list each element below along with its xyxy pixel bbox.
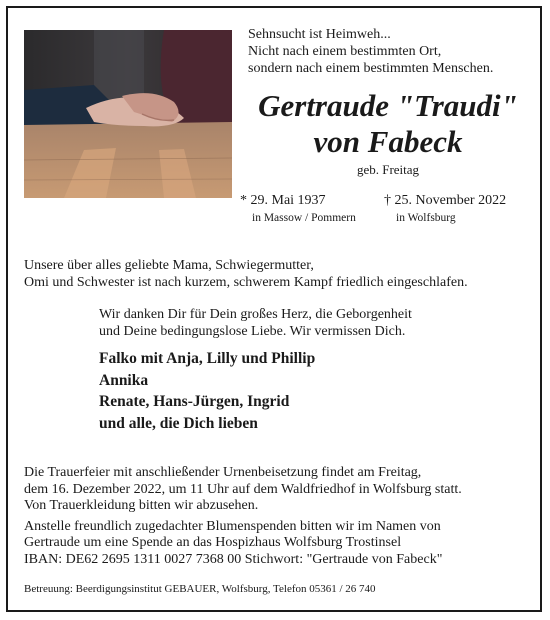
donation-line: IBAN: DE62 2695 1311 0027 7368 00 Stichwort: "Gertraude von Fabeck" xyxy=(24,551,443,567)
family-line: Falko mit Anja, Lilly und Phillip xyxy=(99,350,316,367)
family-signatures xyxy=(99,348,529,434)
poem-line: Sehnsucht ist Heimweh... xyxy=(248,27,391,42)
intro-line: Omi und Schwester ist nach kurzem, schwerem Kampf friedlich eingeschlafen. xyxy=(24,275,468,290)
poem-line: sondern nach einem bestimmten Menschen. xyxy=(248,61,494,76)
funeral-line: Von Trauerkleidung bitten wir abzusehen. xyxy=(24,498,259,513)
holding-hands-image xyxy=(24,30,232,198)
name-line-2: von Fabeck xyxy=(313,124,463,159)
funeral-home-footer: Betreuung: Beerdigungsinstitut GEBAUER, Wolfsburg, Telefon 05361 / 26 740 xyxy=(24,583,376,595)
thanks-line: und Deine bedingungslose Liebe. Wir vermissen Dich. xyxy=(99,324,406,339)
name-line-1: Gertraude "Traudi" xyxy=(258,88,518,123)
family-line: Renate, Hans-Jürgen, Ingrid xyxy=(99,393,290,410)
intro-line: Unsere über alles geliebte Mama, Schwiegermutter, xyxy=(24,258,314,273)
poem xyxy=(248,26,528,77)
donation-line: Anstelle freundlich zugedachter Blumenspenden bitten wir im Namen von xyxy=(24,518,441,534)
thanks-text xyxy=(99,306,529,340)
intro-text xyxy=(24,257,534,291)
funeral-line: dem 16. Dezember 2022, um 11 Uhr auf dem Waldfriedhof in Wolfsburg statt. xyxy=(24,481,462,497)
funeral-line: Die Trauerfeier mit anschließender Urnenbeisetzung findet am Freitag, xyxy=(24,465,422,480)
thanks-line: Wir danken Dir für Dein großes Herz, die Geborgenheit xyxy=(99,307,412,322)
deceased-name xyxy=(236,88,540,160)
death-place: in Wolfsburg xyxy=(396,212,456,224)
family-line: Annika xyxy=(99,371,149,389)
maiden-name: geb. Freitag xyxy=(356,162,420,177)
donation-line: Gertraude um eine Spende an das Hospizhaus Wolfsburg Trostinsel xyxy=(24,535,402,550)
poem-line: Nicht nach einem bestimmten Ort, xyxy=(248,44,442,59)
service-info xyxy=(24,461,534,572)
death-date: † 25. November 2022 xyxy=(384,193,507,208)
birth-place: in Massow / Pommern xyxy=(252,212,356,224)
family-line: und alle, die Dich lieben xyxy=(99,414,258,432)
birth-date: * 29. Mai 1937 xyxy=(240,193,326,208)
